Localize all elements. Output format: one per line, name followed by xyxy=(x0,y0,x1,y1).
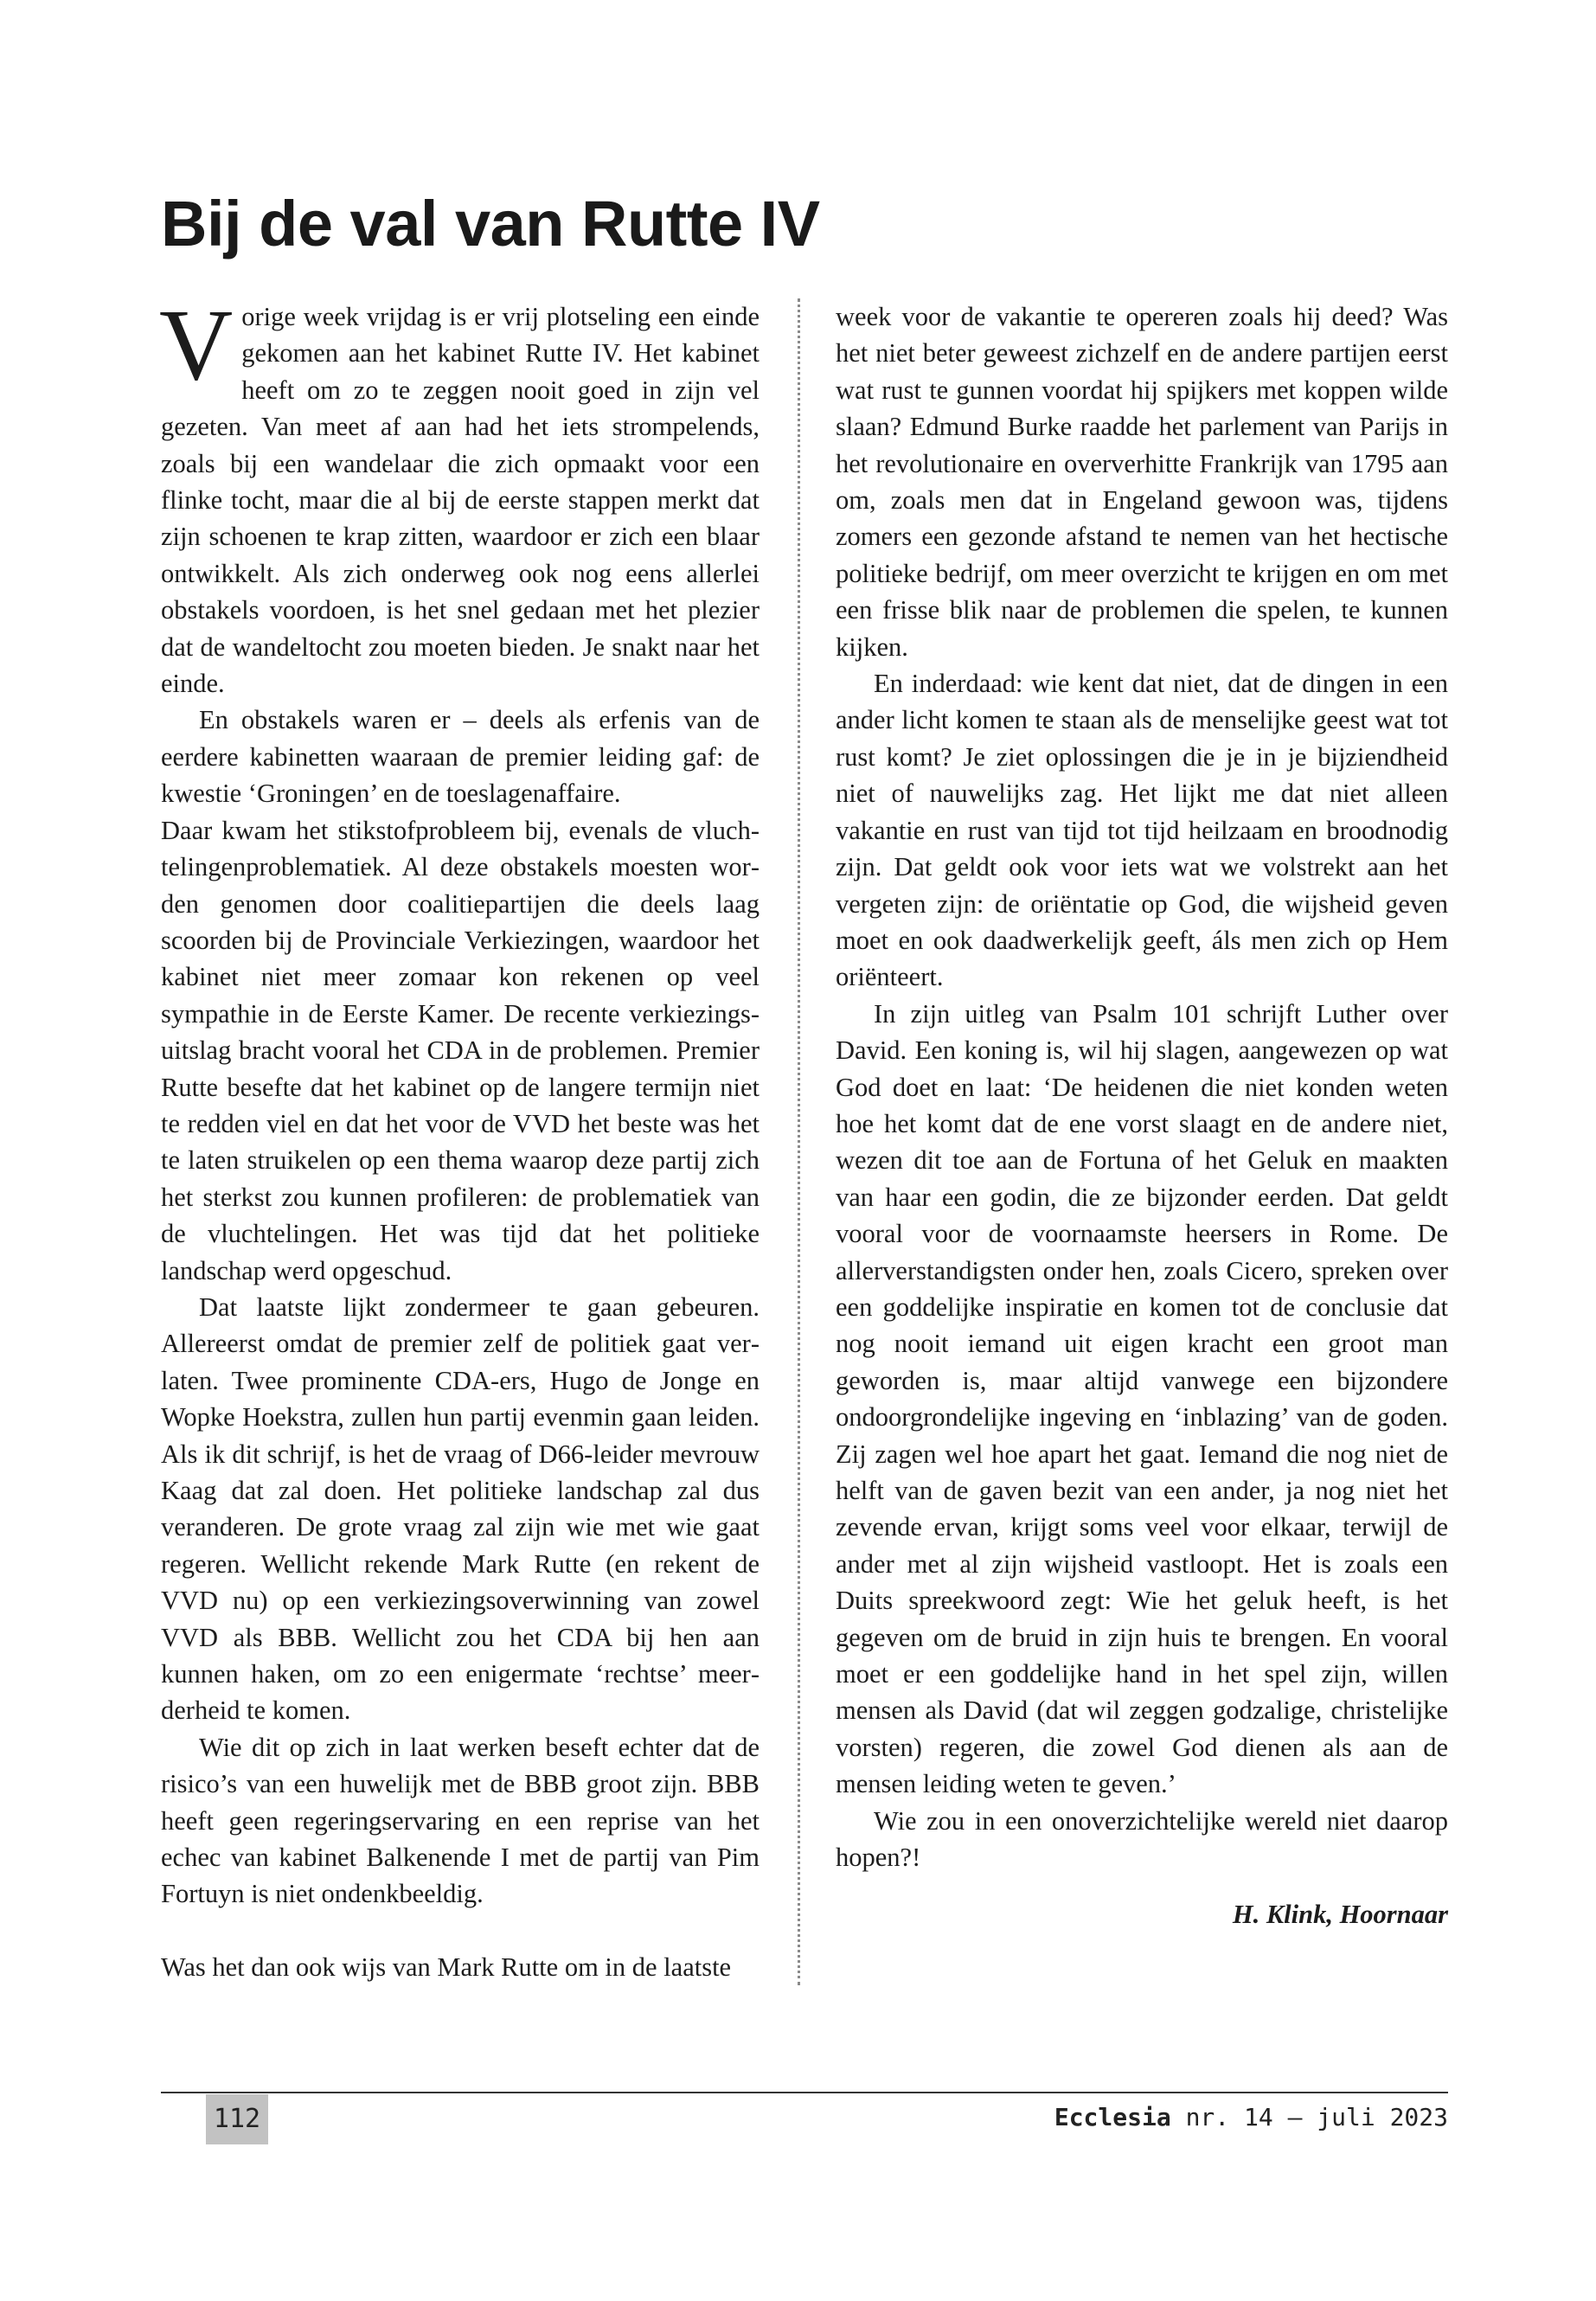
paragraph: Wie dit op zich in laat werken beseft echter dat de risico’s van een huwelijk met de BBB groot zijn. BBB heeft geen regeringservaring en een reprise van het echec van kabinet Balkenende I met de partij van Pim Fortuyn is niet ondenkbeeldig. xyxy=(161,1732,760,1909)
article-column-left xyxy=(159,288,760,1985)
paragraph: En inderdaad: wie kent dat niet, dat de dingen in een ander licht komen te staan als de menselijke geest wat tot rust komt? Je ziet oplossingen die je in je bijziendheid niet of nauwelijks zag. Het lijkt me dat niet alleen vakantie en rust van tijd tot tijd heilzaam en broodnodig zijn. Dat geldt ook voor iets wat we volstrekt aan het vergeten zijn: de oriëntatie op God, die wijsheid geven moet en ook daadwerkelijk geeft, áls men zich op Hem oriënteert. xyxy=(836,669,1448,992)
page-number: 112 xyxy=(206,2094,268,2144)
paragraph xyxy=(159,288,760,702)
paragraph: Daar kwam het stikstofprobleem bij, evenals de vluchtelingenproblematiek. Al deze obstakels moesten worden genomen door coalitiepartijen die deels laag scoorden bij de Provinciale Verkiezingen, waardoor het kabinet niet meer zomaar kon rekenen op veel sympathie in de Eerste Kamer. De recente verkiezingsuitslag bracht vooral het CDA in de problemen. Premier Rutte besefte dat het kabinet op de langere termijn niet te redden viel en dat het voor de VVD het beste was het te laten struikelen op een thema waarop deze partij zich het sterkst zou kunnen profileren: de problematiek van de vluchtelingen. Het was tijd dat het politieke landschap werd opgeschud. xyxy=(161,815,760,1285)
journal-info xyxy=(1054,2100,1448,2135)
paragraph: In zijn uitleg van Psalm 101 schrijft Luther over David. Een koning is, wil hij slagen, aangewezen op wat God doet en laat: ‘De heidenen die niet konden weten hoe het komt dat de ene vorst slaagt en de andere niet, wezen dit toe aan de Fortuna of het Geluk en maakten van haar een godin, die ze bijzonder eerden. Dat geldt vooral voor de voornaamste heersers in Rome. De allerverstandigsten onder hen, zoals Cicero, spreken over een goddelijke inspiratie en komen tot de conclusie dat nog nooit iemand uit eigen kracht een groot man geworden is, maar altijd vanwege een bijzondere ondoorgrondelijke ingeving en ‘inblazing’ van de goden. Zij zagen wel hoe apart het gaat. Iemand die nog niet de helft van de gaven bezit van een ander, ja nog niet het zevende ervan, krijgt soms veel voor elkaar, terwijl de ander met al zijn wijsheid vastloopt. Het is zoals een Duits spreekwoord zegt: Wie het geluk heeft, is het gegeven om de bruid in zijn huis te brengen. En vooral moet er een goddelijke hand in het spel zijn, willen mensen als David (dat wil zeggen godzalige, christelijke vorsten) regeren, die zowel God dienen als aan de mensen leiding weten te geven.’ xyxy=(836,998,1448,1799)
journal-name: Ecclesia xyxy=(1054,2103,1171,2131)
column-divider xyxy=(798,298,800,1985)
paragraph: Dat laatste lijkt zondermeer te gaan gebeuren. Allereerst omdat de premier zelf de politiek gaat verlaten. Twee prominente CDA-ers, Hugo de Jonge en Wopke Hoekstra, zullen hun partij evenmin gaan leiden. Als ik dit schrijf, is het de vraag of D66-leider mevrouw Kaag dat zal doen. Het politieke landschap zal dus veranderen. De grote vraag zal zijn wie met wie gaat regeren. Wellicht rekende Mark Rutte (en rekent de VVD nu) op een verkiezingsoverwinning van zowel VVD als BBB. Wellicht zou het CDA bij hen aan kunnen haken, om zo een enigermate ‘rechtse’ meerderheid te komen. xyxy=(161,1292,760,1726)
article-title: Bij de val van Rutte IV xyxy=(161,188,820,260)
footer-rule xyxy=(161,2092,1448,2093)
author-signature: H. Klink, Hoornaar xyxy=(1232,1900,1448,1930)
drop-cap: V xyxy=(159,288,234,401)
paragraph: week voor de vakantie te opereren zoals hij deed? Was het niet beter geweest zichzelf en de andere partijen eerst wat rust te gunnen voordat hij spijkers met koppen wilde slaan? Edmund Burke raadde het parlement van Parijs in het revolutionaire en oververhitte Frankrijk van 1795 aan om, zoals men dat in Engeland gewoon was, tijdens zomers een gezonde afstand te nemen van het hectische politieke bedrijf, om meer overzicht te krijgen en om met een frisse blik naar de problemen die spelen, te kunnen kijken. xyxy=(836,302,1448,662)
journal-issue: nr. 14 – juli 2023 xyxy=(1185,2103,1448,2131)
paragraph-text: orige week vrijdag is er vrij plotseling een einde gekomen aan het kabinet Rutte IV. Het kabinet heeft om zo te zeggen nooit goed in zijn vel gezeten. Van meet af aan had het iets strompelends, zoals bij een wandelaar die zich opmaakt voor een flinke tocht, maar die al bij de eerste stappen merkt dat zijn schoenen te krap zitten, waardoor er zich een blaar ontwikkelt. Als zich onderweg ook nog eens allerlei obstakels voordoen, is het snel gedaan met het plezier dat de wandeltocht zou moeten bieden. Je snakt naar het einde. xyxy=(161,302,760,699)
paragraph: En obstakels waren er – deels als erfenis van de eerdere kabinetten waaraan de premier leiding gaf: de kwestie ‘Groningen’ en de toeslagenaffaire. xyxy=(161,705,760,809)
paragraph: Wie zou in een onoverzichtelijke wereld niet daarop hopen?! xyxy=(836,1805,1448,1873)
article-column-right xyxy=(836,298,1448,1933)
paragraph: Was het dan ook wijs van Mark Rutte om in de laatste xyxy=(161,1952,732,1982)
